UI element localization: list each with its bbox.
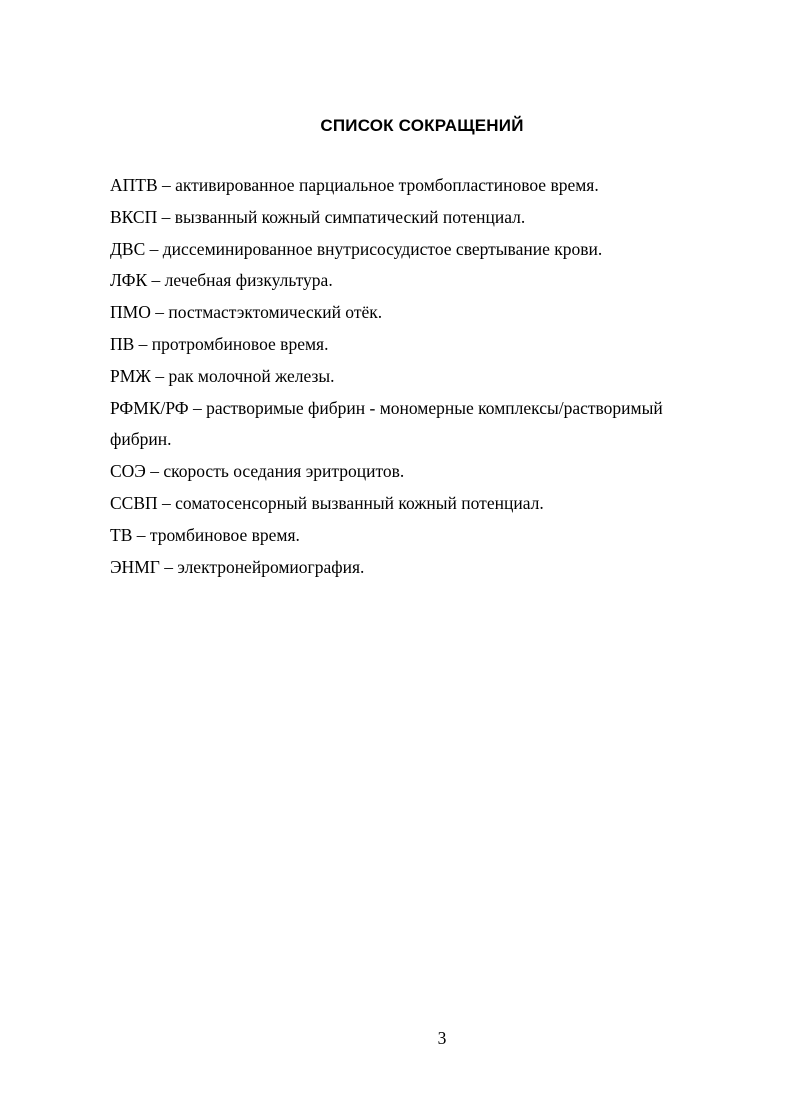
list-item: ВКСП – вызванный кожный симпатический потенциал. — [110, 206, 526, 227]
list-item: ДВС – диссеминированное внутрисосудистое свертывание крови. — [110, 238, 603, 259]
list-item: РМЖ – рак молочной железы. — [110, 365, 335, 386]
list-item: ССВП – соматосенсорный вызванный кожный потенциал. — [110, 492, 544, 513]
page-title: СПИСОК СОКРАЩЕНИЙ — [320, 116, 524, 135]
list-item: ЛФК – лечебная физкультура. — [110, 270, 333, 291]
list-item: АПТВ – активированное парциальное тромбопластиновое время. — [110, 175, 599, 195]
page-number: 3 — [437, 1028, 447, 1048]
list-item: ПВ – протромбиновое время. — [110, 333, 329, 354]
list-item: ТВ – тромбиновое время. — [110, 524, 300, 545]
list-item: ЭНМГ – электронейромиография. — [110, 556, 365, 577]
list-item: РФМК/РФ – растворимые фибрин - мономерные комплексы/растворимый — [110, 397, 663, 418]
list-item-continuation: фибрин. — [110, 429, 172, 450]
abbreviation-list — [110, 170, 710, 583]
list-item: ПМО – постмастэктомический отёк. — [110, 302, 383, 323]
list-item: СОЭ – скорость оседания эритроцитов. — [110, 461, 405, 482]
